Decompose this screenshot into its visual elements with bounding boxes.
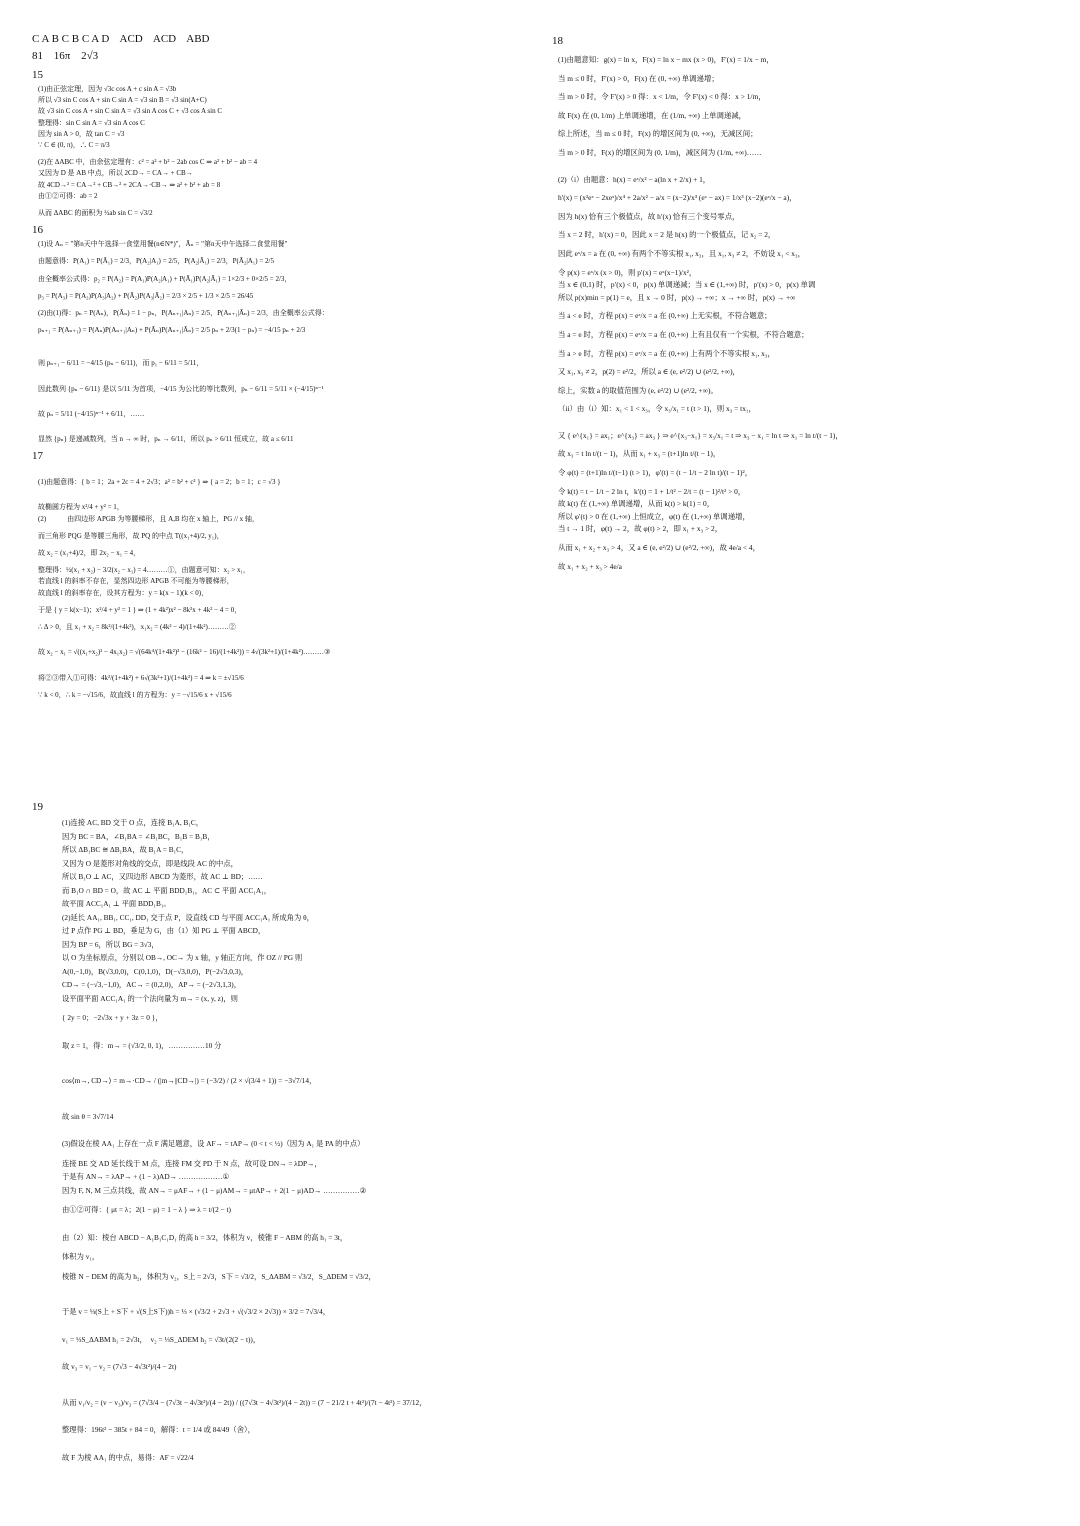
solution-line: (1)设 Aₙ = "第n天中午选择一食堂用餐(n∈N*)"，Āₙ = "第n天中午选择二食堂用餐" [38, 240, 288, 249]
solution-line: 因为 sin A > 0，故 tan C = √3 [38, 129, 125, 138]
answer-12: 81 [32, 50, 43, 62]
solution-line: 设平面平面 ACC₁A₁ 的一个法向量为 m→ = (x, y, z)，则 [62, 993, 238, 1003]
solution-line: 体积为 v₁， [62, 1252, 100, 1261]
question-19-number: 19 [32, 801, 43, 813]
solution-line: (1)由题意知：g(x) = ln x，F(x) = ln x − mx (x > 0)，F′(x) = 1/x − m， [558, 55, 774, 64]
solution-line: 故 x₁ + x₂ + x₃ > 4e/a [558, 561, 622, 571]
solution-line: 因此 eˣ/x = a 在 (0, +∞) 有两个不等实根 x₁, x₃，且 x₁, x₃ ≠ 2，不妨设 x₁ < x₃， [558, 248, 805, 258]
solution-line: 则 pₙ₊₁ − 6/11 = −4/15 (pₙ − 6/11)，而 p₁ − 6/11 = 5/11， [38, 359, 204, 368]
solution-line: 由题意得：P(A₁) = P(Ā₁) = 2/3，P(A₂|A₁) = 2/5，P(A₂|Ā₁) = 2/3，P(Ā₂|A₁) = 2/5 [38, 257, 274, 266]
solution-line: 故 x₂ = (x₁+4)/2，即 2x₂ − x₁ = 4， [38, 549, 141, 558]
solution-line: (2)延长 AA₁, BB₁, CC₁, DD₁ 交于点 P，设直线 CD 与平面 ACC₁A₁ 所成角为 θ， [62, 912, 314, 922]
left-column [32, 30, 512, 701]
question-18-solution [552, 54, 1052, 573]
solution-line: 过 P 点作 PG ⊥ BD，垂足为 G，由（1）知 PG ⊥ 平面 ABCD， [62, 926, 266, 935]
solution-line: 于是 { y = k(x−1)；x²/4 + y² = 1 } ⇒ (1 + 4k²)x² − 8k²x + 4k² − 4 = 0， [38, 605, 242, 614]
solution-line: 故 pₙ = 5/11 (−4/15)ⁿ⁻¹ + 6/11，…… [38, 409, 145, 418]
solution-line: 故 √3 sin C cos A + sin C sin A = √3 sin A cos C + √3 cos A sin C [38, 107, 223, 116]
solution-line: 所以 B₁O ⊥ AC，又四边形 ABCD 为菱形，故 AC ⊥ BD；…… [62, 872, 263, 881]
solution-line: 由全概率公式得：p₂ = P(A₂) = P(A₁)P(A₂|A₁) + P(Ā₁)P(A₂|Ā₁) = 1×2/3 + 0×2/5 = 2/3， [38, 274, 292, 283]
solution-line: v₁ = ⅓S_ΔABM h₁ = 2√3t， v₂ = ⅓S_ΔDEM h₂ = √3t/(2(2 − t))， [62, 1334, 261, 1344]
question-17-solution [32, 477, 512, 701]
solution-line: 故 F 为棱 AA₁ 的中点，易得：AF = √22/4 [62, 1452, 194, 1462]
solution-line: 连接 BE 交 AD 延长线于 M 点，连接 FM 交 PD 于 N 点，故可设 DN→ = λDP→， [62, 1158, 322, 1168]
question-16-solution [32, 239, 512, 445]
solution-line: 取 z = 1，得：m→ = (√3/2, 0, 1)，……………10 分 [62, 1040, 222, 1050]
solution-line: 又 x₁, x₃ ≠ 2，p(2) = e²/2，所以 a ∈ (e, e²/2) ∪ (e²/2, +∞)， [558, 367, 740, 377]
solution-line: { 2y = 0；−2√3x + y + 3z = 0 }， [62, 1013, 163, 1022]
solution-line: 当 a < e 时，方程 p(x) = eˣ/x = a 在 (0,+∞) 上无实根，不符合题意； [558, 311, 772, 321]
solution-line: 当 x = 2 时，h′(x) = 0，因此 x = 2 是 h(x) 的一个极值点，记 x₂ = 2， [558, 230, 776, 240]
solution-line: 当 m > 0 时，F(x) 的增区间为 (0, 1/m)，减区间为 (1/m, +∞)…… [558, 147, 762, 157]
solution-line: 由（2）知：棱台 ABCD − A₁B₁C₁D₁ 的高 h = 3/2，体积为 v，棱锥 F − ABM 的高 h₁ = 3t， [62, 1232, 348, 1242]
answer-11: ABD [186, 33, 210, 45]
solution-line: 故 x₃ = t ln t/(t − 1)，从而 x₁ + x₃ = (t+1)ln t/(t − 1)， [558, 449, 721, 459]
solution-line: 因此数列 {pₙ − 6/11} 是以 5/11 为首项，−4/15 为公比的等比数列，pₙ − 6/11 = 5/11 × (−4/15)ⁿ⁻¹ [38, 384, 324, 393]
solution-line: p₃ = P(A₃) = P(A₂)P(A₃|A₂) + P(Ā₂)P(A₃|Ā₂) = 2/3 × 2/5 + 1/3 × 2/5 = 26/45 [38, 291, 254, 300]
solution-line: 故 k(t) 在 (1,+∞) 单调递增，从而 k(t) > k(1) = 0， [558, 499, 715, 509]
question-15-solution [32, 84, 512, 219]
solution-line: 整理得：½(x₁ + x₂) − 3/2(x₂ − x₁) = 4………①，由题意可知：x₂ > x₁， [38, 566, 250, 575]
solution-line: ∵ C ∈ (0, π)，∴ C = π/3 [38, 141, 110, 150]
solution-line: 所以 √3 sin C cos A + sin C sin A = √3 sin B = √3 sin(A+C) [38, 96, 207, 105]
solution-line: 棱锥 N − DEM 的高为 h₂，体积为 v₂，S上 = 2√3，S下 = √3/2，S_ΔABM = √3/2，S_ΔDEM = √3/2， [62, 1271, 376, 1281]
question-17-number: 17 [32, 450, 43, 463]
question-15-number: 15 [32, 69, 43, 81]
question-18-number: 18 [552, 35, 563, 47]
solution-line: 由①②可得：ab = 2 [38, 191, 98, 200]
solution-line: (2)（i）由题意：h(x) = eˣ/x² − a(ln x + 2/x) + 1， [558, 174, 711, 184]
solution-line: 故 x₂ − x₁ = √((x₁+x₂)² − 4x₁x₂) = √(64k⁴/(1+4k²)² − (16k² − 16)/(1+4k²)) = 4√(3k²+1)/(1+4k²)………③ [38, 648, 331, 657]
solution-line: 从而 v₁/v₂ = (v − v₃)/v₃ = (7√3/4 − (7√3t − 4√3t²)/(4 − 2t)) / ((7√3t − 4√3t²)/(4 − 2t)) = (7 − 21/2 t + 4t²)/(7t − 4t²) = 37/12， [62, 1397, 427, 1407]
answer-10: ACD [152, 33, 177, 45]
solution-line: 当 t → 1 时，φ(t) → 2，故 φ(t) > 2，即 x₁ + x₃ > 2， [558, 524, 723, 534]
solution-line: 又 { e^{x₁} = ax₁；e^{x₃} = ax₃ } ⇒ e^{x₃−x₁} = x₃/x₁ = t ⇒ x₃ − x₁ = ln t ⇒ x₁ = ln t/(t − 1)， [558, 430, 843, 440]
solution-line: （ii）由（i）知：x₁ < 1 < x₃，令 x₃/x₁ = t (t > 1)，则 x₃ = tx₁， [558, 404, 756, 414]
solution-line: 整理得：196t² − 385t + 84 = 0，解得：t = 1/4 或 84/49（舍）， [62, 1425, 255, 1434]
solution-line: (2)由(1)得：pₙ = P(Aₙ)，P(Āₙ) = 1 − pₙ，P(Aₙ₊₁|Aₙ) = 2/5，P(Aₙ₊₁|Āₙ) = 2/3，由全概率公式得： [38, 309, 329, 318]
question-16-number: 16 [32, 224, 43, 237]
solution-line: 当 m > 0 时，令 F′(x) > 0 得：x < 1/m，令 F′(x) < 0 得：x > 1/m， [558, 92, 766, 102]
solution-line: 若直线 l 的斜率不存在，显然四边形 APGB 不可能为等腰梯形， [38, 577, 234, 586]
solution-line: 于是有 AN→ = λAP→ + (1 − λ)AD→ ………………① [62, 1172, 230, 1181]
solution-line: (3)假设在棱 AA₁ 上存在一点 F 满足题意，设 AF→ = tAP→ (0 < t < ½)（因为 A₁ 是 PA 的中点） [62, 1139, 365, 1148]
solution-line: 由①②可得：{ μt = λ；2(1 − μ) = 1 − λ } ⇒ λ = t/(2 − t) [62, 1205, 231, 1214]
solution-line: 所以 p(x)min = p(1) = e，且 x → 0 时，p(x) → +∞；x → +∞ 时，p(x) → +∞ [558, 292, 796, 302]
solution-line: ∵ k < 0，∴ k = −√15/6，故直线 l 的方程为：y = −√15/6 x + √15/6 [38, 690, 232, 699]
solution-line: 所以 ΔB₁BC ≅ ΔB₁BA，故 B₁A = B₁C， [62, 845, 189, 854]
solution-line: 故直线 l 的斜率存在，设其方程为：y = k(x − 1)(k < 0)， [38, 588, 209, 597]
solution-line: 令 φ(t) = (t+1)ln t/(t−1) (t > 1)，φ′(t) = (t − 1/t − 2 ln t)/(t − 1)²， [558, 468, 753, 478]
solution-line: 当 a = e 时，方程 p(x) = eˣ/x = a 在 (0,+∞) 上有且仅有一个实根，不符合题意； [558, 329, 809, 339]
mc-answers: C A B C B C A D [32, 33, 110, 45]
solution-line: 而三角形 PQG 是等腰三角形，故 PQ 的中点 T((x₁+4)/2, y₁)， [38, 531, 224, 540]
question-19-solution [32, 816, 1032, 1464]
solution-line: 而 B₁O ∩ BD = O，故 AC ⊥ 平面 BDD₁B₁，AC ⊂ 平面 ACC₁A₁， [62, 885, 272, 895]
solution-line: h′(x) = (x²eˣ − 2xeˣ)/x⁴ + 2a/x² − a/x = (x−2)/x³ (eˣ − ax) = 1/x³ (x−2)(eˣ/x − a)， [558, 193, 797, 203]
solution-line: pₙ₊₁ = P(Aₙ₊₁) = P(Aₙ)P(Aₙ₊₁|Aₙ) + P(Āₙ)P(Aₙ₊₁|Āₙ) = 2/5 pₙ + 2/3(1 − pₙ) = −4/15 pₙ + 2/3 [38, 326, 306, 335]
solution-line: 因为 F, N, M 三点共线，故 AN→ = μAF→ + (1 − μ)AM→ = μtAP→ + 2(1 − μ)AD→ ……………② [62, 1185, 367, 1195]
solution-line: 故 4CD→² = CA→² + CB→² + 2CA→·CB→ ⇒ a² + b² + ab = 8 [38, 180, 221, 189]
solution-line: 故平面 ACC₁A₁ ⊥ 平面 BDD₁B₁。 [62, 899, 171, 908]
solution-line: 故 sin θ = 3√7/14 [62, 1111, 114, 1121]
solution-line: 令 k(t) = t − 1/t − 2 ln t，k′(t) = 1 + 1/t² − 2/t = (t − 1)²/t² > 0， [558, 486, 746, 496]
solution-line: (2) 由四边形 APGB 为等腰梯形，且 A,B 均在 x 轴上，PG // x 轴， [38, 514, 259, 523]
solution-line: 于是 v = ⅓(S上 + S下 + √(S上S下))h = ⅓ × (√3/2 + 2√3 + √(√3/2 × 2√3)) × 3/2 = 7√3/4， [62, 1307, 331, 1316]
solution-line: CD→ = (−√3,−1,0)，AC→ = (0,2,0)，AP→ = (−2√3,1,3)， [62, 980, 242, 989]
solution-line: 因为 h(x) 恰有三个极值点，故 h′(x) 恰有三个变号零点， [558, 211, 740, 221]
right-column [552, 30, 1052, 573]
solution-line: 整理得：sin C sin A = √3 sin A cos C [38, 118, 145, 127]
solution-line: 故椭圆方程为 x²/4 + y² = 1， [38, 503, 124, 512]
solution-line: 故 v₃ = v₁ − v₂ = (7√3 − 4√3t²)/(4 − 2t) [62, 1362, 177, 1371]
solution-line: 显然 {pₙ} 是递减数列，当 n → ∞ 时，pₙ → 6/11，所以 pₙ > 6/11 恒成立，故 a ≤ 6/11 [38, 435, 294, 444]
solution-line: 当 a > e 时，方程 p(x) = eˣ/x = a 在 (0,+∞) 上有两个不等实根 x₁, x₃， [558, 348, 775, 358]
solution-line: (1)由题意得：{ b = 1；2a + 2c = 4 + 2√3；a² = b² + c² } ⇒ { a = 2；b = 1；c = √3 } [38, 478, 281, 487]
solution-line: 又因为 D 是 AB 中点，所以 2CD→ = CA→ + CB→ [38, 169, 193, 178]
solution-line: 综上所述，当 m ≤ 0 时，F(x) 的增区间为 (0, +∞)，无减区间； [558, 129, 758, 139]
solution-line: 因为 BC = BA，∠B₁BA = ∠B₁BC，B₁B = B₁B， [62, 831, 215, 841]
solution-line: (1)连接 AC, BD 交于 O 点，连接 B₁A, B₁C， [62, 818, 204, 827]
solution-line: 将②③带入①可得：4k²/(1+4k²) + 6√(3k²+1)/(1+4k²) = 4 ⇒ k = ±√15/6 [38, 673, 244, 682]
solution-line: 令 p(x) = eˣ/x (x > 0)，则 p′(x) = eˣ(x−1)/x²， [558, 267, 697, 277]
answer-14: 2√3 [81, 50, 99, 62]
solution-line: 从而 x₁ + x₂ + x₃ > 4，又 a ∈ (e, e²/2) ∪ (e²/2, +∞)，故 4e/a < 4， [558, 543, 761, 553]
solution-line: 当 m ≤ 0 时，F′(x) > 0，F(x) 在 (0, +∞) 单调递增； [558, 73, 719, 83]
solution-line: A(0,−1,0)，B(√3,0,0)，C(0,1,0)，D(−√3,0,0)，P(−2√3,0,3)， [62, 966, 249, 976]
answer-row-1 [32, 32, 512, 47]
answer-13: 16π [53, 50, 71, 62]
solution-line: 故 F(x) 在 (0, 1/m) 上单调递增，在 (1/m, +∞) 上单调递减， [558, 110, 747, 120]
solution-line: (2)在 ΔABC 中，由余弦定理有：c² = a² + b² − 2ab cos C ⇒ a² + b² − ab = 4 [38, 158, 258, 167]
solution-line: cos⟨m→, CD→⟩ = m→·CD→ / (|m→||CD→|) = (−3/2) / (2 × √(3/4 + 1)) = −3√7/14， [62, 1076, 317, 1085]
solution-line: 当 x ∈ (0,1) 时，p′(x) < 0，p(x) 单调递减；当 x ∈ (1,+∞) 时，p′(x) > 0，p(x) 单调 [558, 280, 816, 290]
solution-line: ∴ Δ > 0，且 x₁ + x₂ = 8k²/(1+4k²)，x₁x₂ = (4k² − 4)/(1+4k²)………② [38, 623, 236, 632]
solution-line: (1)由正弦定理，因为 √3c cos A + c sin A = √3b [38, 85, 177, 93]
solution-line: 从而 ΔABC 的面积为 ½ab sin C = √3/2 [38, 209, 153, 218]
solution-line: 因为 BP = 6，所以 BG = 3√3， [62, 939, 159, 949]
solution-line: 以 O 为坐标原点，分别以 OB→, OC→ 为 x 轴，y 轴正方向，作 OZ // PG 则 [62, 953, 303, 962]
solution-line: 综上，实数 a 的取值范围为 (e, e²/2) ∪ (e²/2, +∞)。 [558, 385, 718, 395]
answer-9: ACD [119, 33, 143, 45]
bottom-section [32, 796, 1032, 1464]
solution-line: 所以 φ′(t) > 0 在 (1,+∞) 上恒成立，φ(t) 在 (1,+∞) 单调递增， [558, 511, 750, 521]
answer-row-2 [32, 49, 512, 64]
solution-line: 又因为 O 是菱形对角线的交点，即是线段 AC 的中点， [62, 858, 238, 868]
